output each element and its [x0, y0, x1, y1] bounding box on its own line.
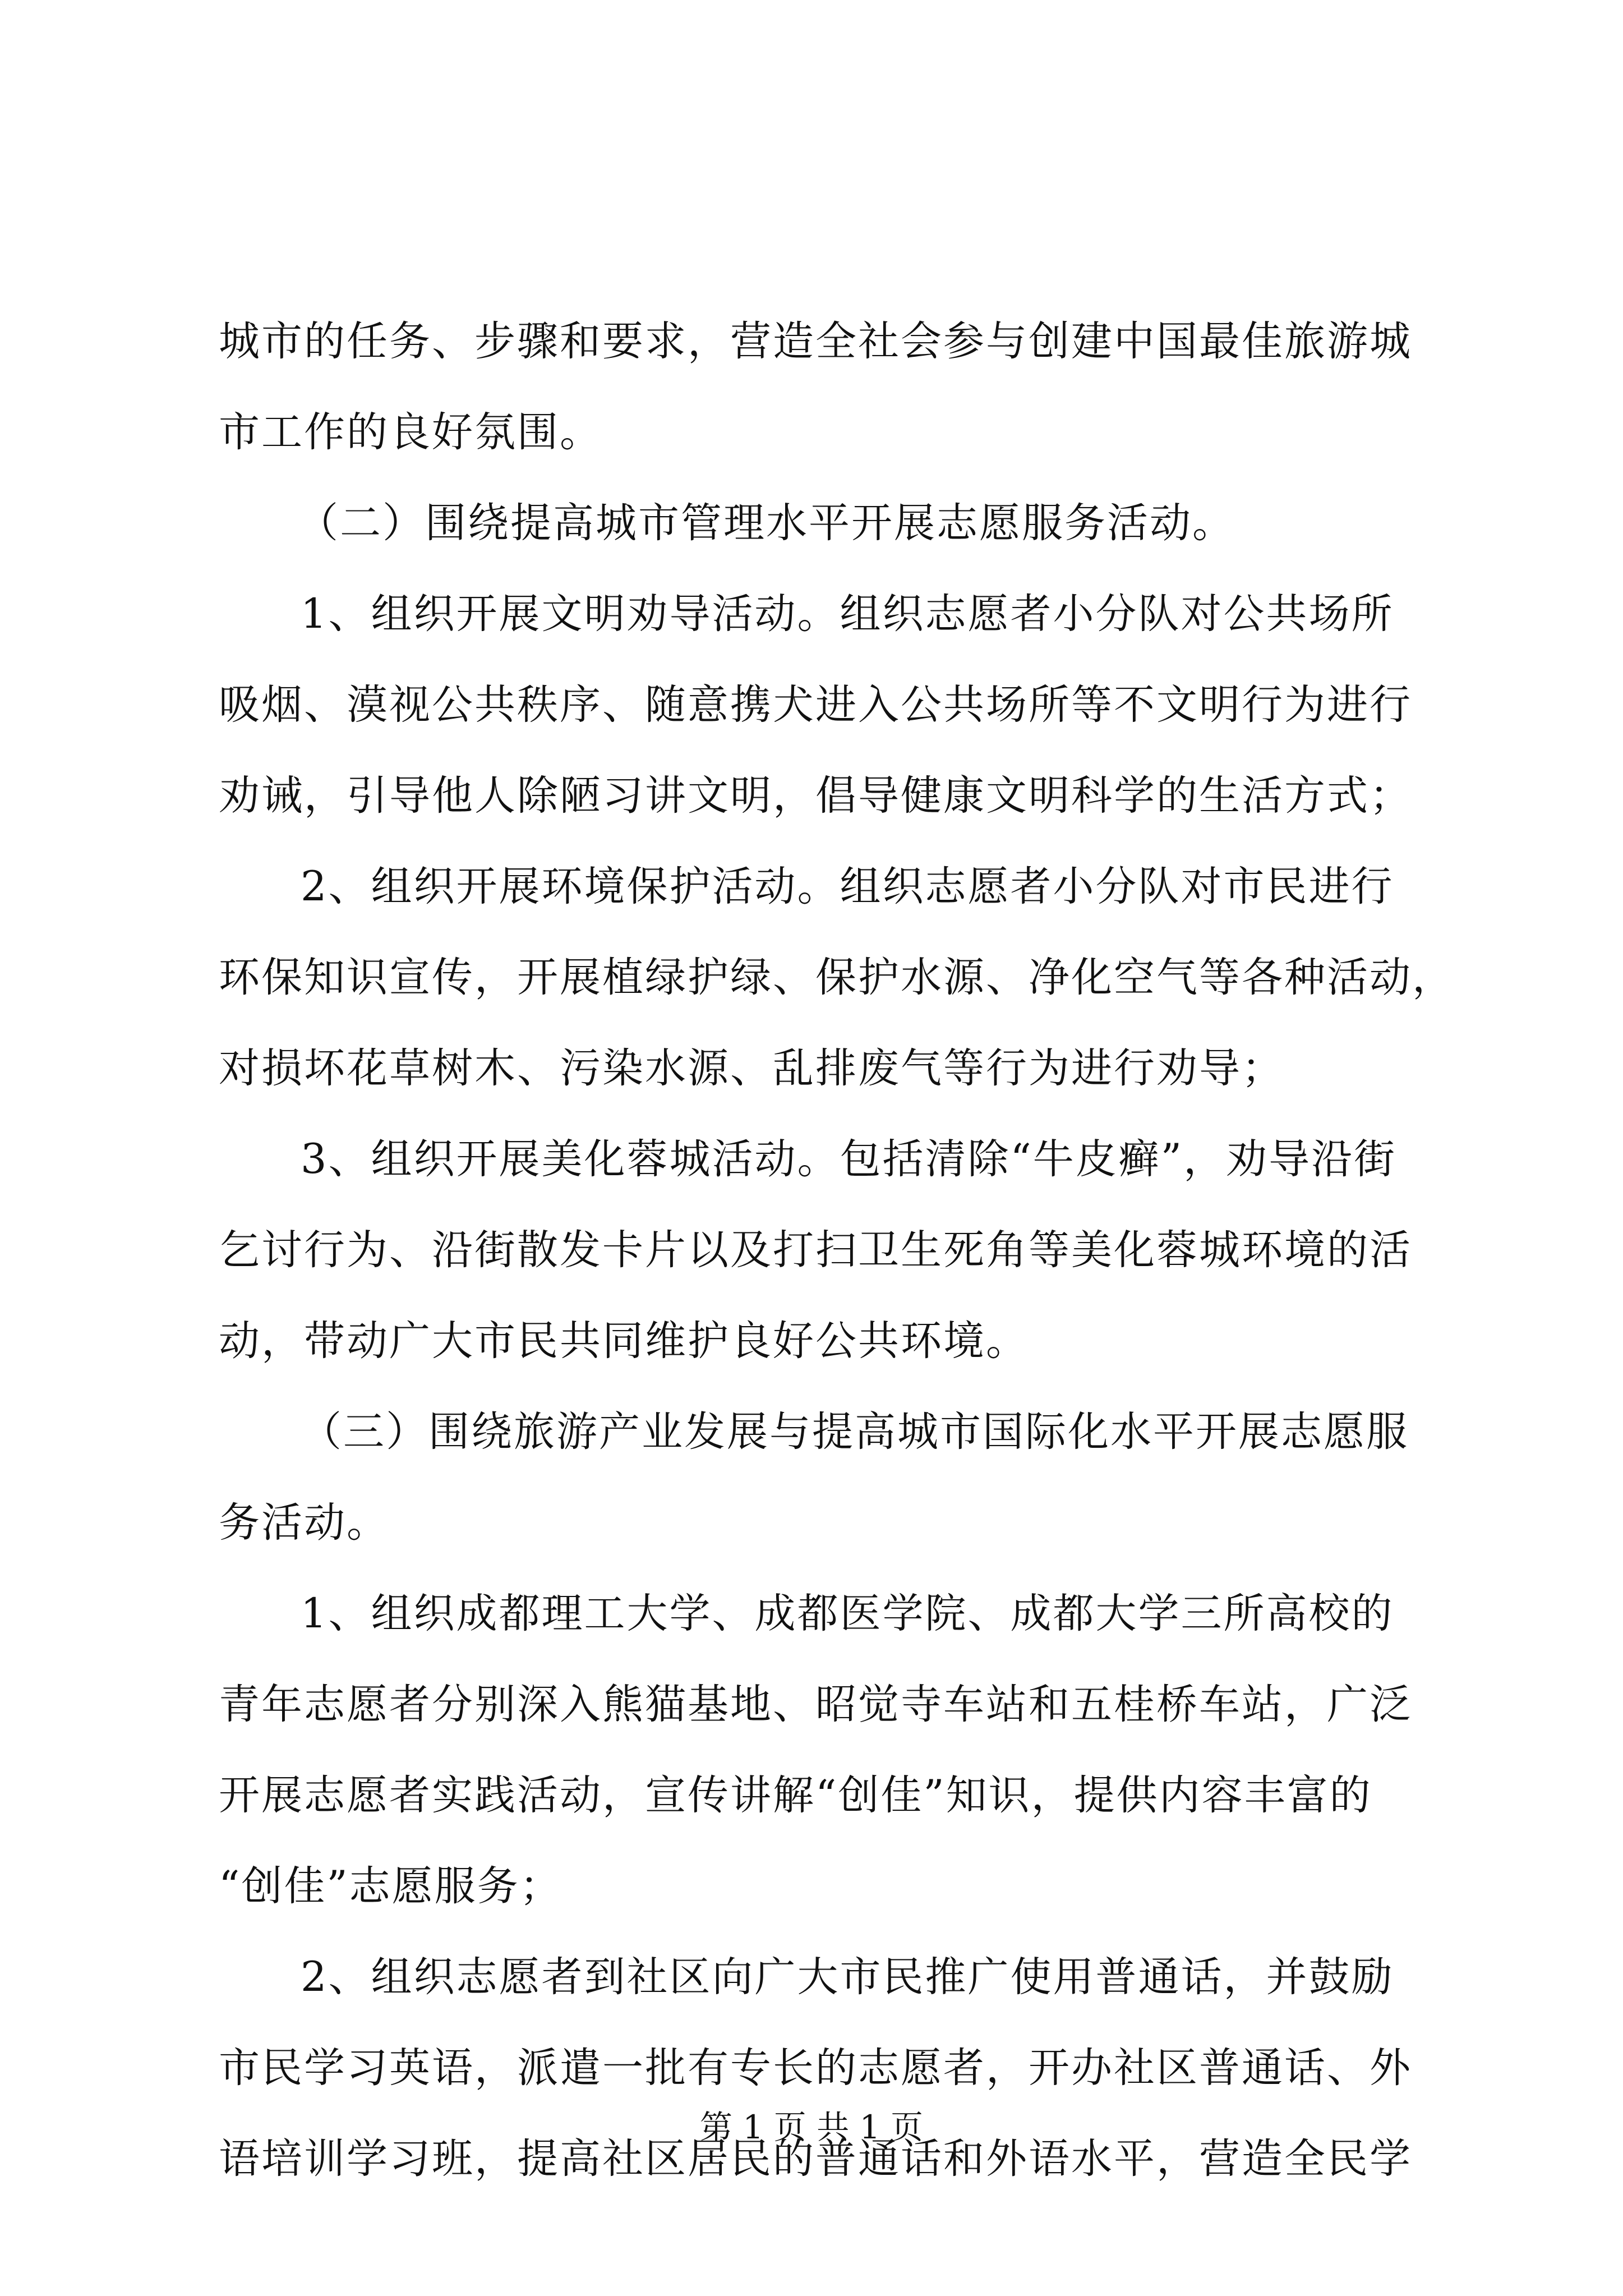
text-line-2: 市工作的良好氛围。: [219, 408, 602, 456]
text-line-17: 开展志愿者实践活动，宣传讲解“创佳”知识，提供内容丰富的: [219, 1772, 1372, 1819]
text-line-6: 劝诫，引导他人除陋习讲文明，倡导健康文明科学的生活方式；: [219, 772, 1412, 820]
text-line-16: 青年志愿者分别深入熊猫基地、昭觉寺车站和五桂桥车站，广泛: [219, 1681, 1412, 1728]
text-line-9: 对损坏花草树木、污染水源、乱排废气等行为进行劝导；: [219, 1045, 1284, 1092]
text-line-15: 1、组织成都理工大学、成都医学院、成都大学三所高校的: [301, 1590, 1394, 1637]
text-line-12: 动，带动广大市民共同维护良好公共环境。: [219, 1317, 1029, 1365]
page-number-footer: 第 1 页 共 1 页: [700, 2108, 923, 2146]
section-heading-2: （二）围绕提高城市管理水平开展志愿服务活动。: [297, 499, 1235, 547]
text-line-11: 乞讨行为、沿街散发卡片以及打扫卫生死角等美化蓉城环境的活: [219, 1226, 1412, 1274]
section-heading-3: （三）围绕旅游产业发展与提高城市国际化水平开展志愿服: [301, 1408, 1409, 1456]
text-line-19: 2、组织志愿者到社区向广大市民推广使用普通话，并鼓励: [301, 1953, 1394, 2001]
body-text: [219, 296, 1455, 2205]
text-line-1: 城市的任务、步骤和要求，营造全社会参与创建中国最佳旅游城: [219, 318, 1412, 365]
text-line-18: “创佳”志愿服务；: [219, 1862, 562, 1910]
text-line-21: 语培训学习班，提高社区居民的普通话和外语水平，营造全民学: [219, 2135, 1412, 2183]
text-line-4: 1、组织开展文明劝导活动。组织志愿者小分队对公共场所: [301, 590, 1394, 638]
text-line-5: 吸烟、漠视公共秩序、随意携犬进入公共场所等不文明行为进行: [219, 681, 1412, 729]
text-line-8: 环保知识宣传，开展植绿护绿、保护水源、净化空气等各种活动，: [219, 954, 1455, 1001]
text-line-7: 2、组织开展环境保护活动。组织志愿者小分队对市民进行: [301, 863, 1394, 910]
text-line-20: 市民学习英语，派遣一批有专长的志愿者，开办社区普通话、外: [219, 2044, 1412, 2092]
text-line-10: 3、组织开展美化蓉城活动。包括清除“牛皮癣”，劝导沿街: [301, 1135, 1397, 1183]
text-line-14: 务活动。: [219, 1499, 389, 1547]
